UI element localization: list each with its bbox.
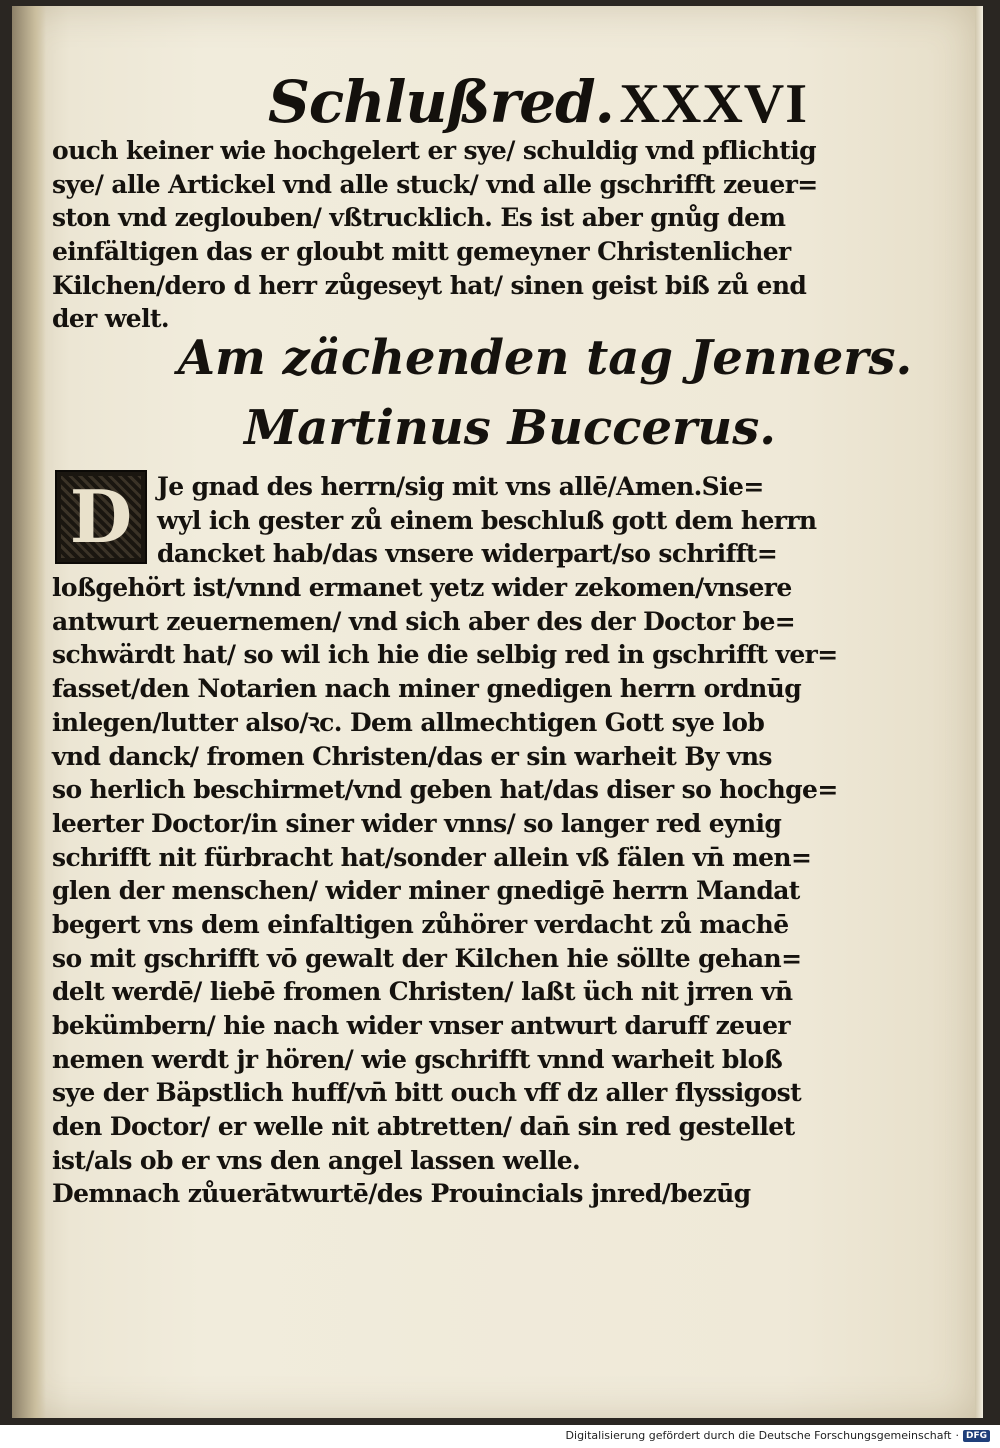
- text-line: so herlich beschirmet/vnd geben hat/das diser so hochge=: [52, 775, 838, 805]
- dfg-logo-icon: DFG: [963, 1430, 990, 1442]
- folio-number: XXXVI: [619, 73, 808, 135]
- funding-credit: [566, 1429, 990, 1442]
- credit-text: Digitalisierung gefördert durch die Deutsche Forschungsgemeinschaft: [565, 1429, 952, 1442]
- text-line: inlegen/lutter also/ꝛc. Dem allmechtigen Gott sye lob: [52, 707, 765, 737]
- text-line: so mit gschrifft vō gewalt der Kilchen hie söllte gehan=: [52, 943, 802, 973]
- paragraph-2: [52, 470, 838, 1211]
- text-line: fasset/den Notarien nach miner gnedigen herrn ordnūg: [52, 674, 802, 704]
- text-line: glen der menschen/ wider miner gnedigē herrn Mandat: [52, 876, 800, 906]
- page-edge: [975, 6, 983, 1418]
- page-gutter: [12, 6, 46, 1418]
- speaker-heading: Martinus Buccerus.: [244, 400, 776, 456]
- text-line: Kilchen/dero d herr zůgeseyt hat/ sinen geist biß zů end: [52, 270, 807, 300]
- text-line: begert vns dem einfaltigen zůhörer verdacht zů machē: [52, 909, 789, 939]
- text-line: ston vnd zeglouben/ vßtrucklich. Es ist aber gnůg dem: [52, 203, 786, 233]
- text-line: schwärdt hat/ so wil ich hie die selbig red in gschrifft ver=: [52, 640, 838, 670]
- text-line: einfältigen das er gloubt mitt gemeyner Christenlicher: [52, 237, 791, 267]
- text-line: vnd danck/ fromen Christen/das er sin warheit By vns: [52, 741, 772, 771]
- text-line: schrifft nit fürbracht hat/sonder allein vß fälen vn̄ men=: [52, 842, 812, 872]
- text-line: der welt.: [52, 304, 170, 334]
- text-line: Je gnad des herrn/sig mit vns allē/Amen.Sie=: [157, 472, 764, 501]
- paragraph-1: [52, 134, 818, 336]
- text-line: ouch keiner wie hochgelert er sye/ schuldig vnd pflichtig: [52, 136, 816, 165]
- text-line: sye/ alle Artickel vnd alle stuck/ vnd alle gschrifft zeuer=: [52, 169, 818, 199]
- text-line: wyl ich gester zů einem beschluß gott dem herrn: [157, 505, 817, 535]
- text-line: delt werdē/ liebē fromen Christen/ laßt üch nit jrren vn̄: [52, 977, 793, 1007]
- text-line: den Doctor/ er welle nit abtretten/ dan̄ sin red gestellet: [52, 1112, 795, 1142]
- text-line: sye der Bäpstlich huff/vn̄ bitt ouch vff dz aller flyssigost: [52, 1078, 802, 1108]
- text-line: bekümbern/ hie nach wider vnser antwurt daruff zeuer: [52, 1011, 790, 1040]
- footer-bar: [0, 1425, 1000, 1448]
- text-line: Demnach zůuerātwurtē/des Prouincials jnred/bezūg: [52, 1179, 751, 1209]
- text-line: leerter Doctor/in siner wider vnns/ so langer red eynig: [52, 808, 782, 838]
- credit-bullet: ·: [955, 1429, 959, 1442]
- text-line: loßgehört ist/vnnd ermanet yetz wider zekomen/vnsere: [52, 573, 792, 603]
- date-heading: Am zächenden tag Jenners.: [177, 330, 913, 386]
- text-line: nemen werdt jr hören/ wie gschrifft vnnd warheit bloß: [52, 1044, 783, 1074]
- initial-letter: D: [69, 474, 133, 559]
- text-line: ist/als ob er vns den angel lassen welle.: [52, 1145, 581, 1175]
- running-title: Schlußred.: [268, 68, 614, 136]
- text-line: dancket hab/das vnsere widerpart/so schrifft=: [157, 539, 778, 569]
- text-line: antwurt zeuernemen/ vnd sich aber des der Doctor be=: [52, 606, 796, 636]
